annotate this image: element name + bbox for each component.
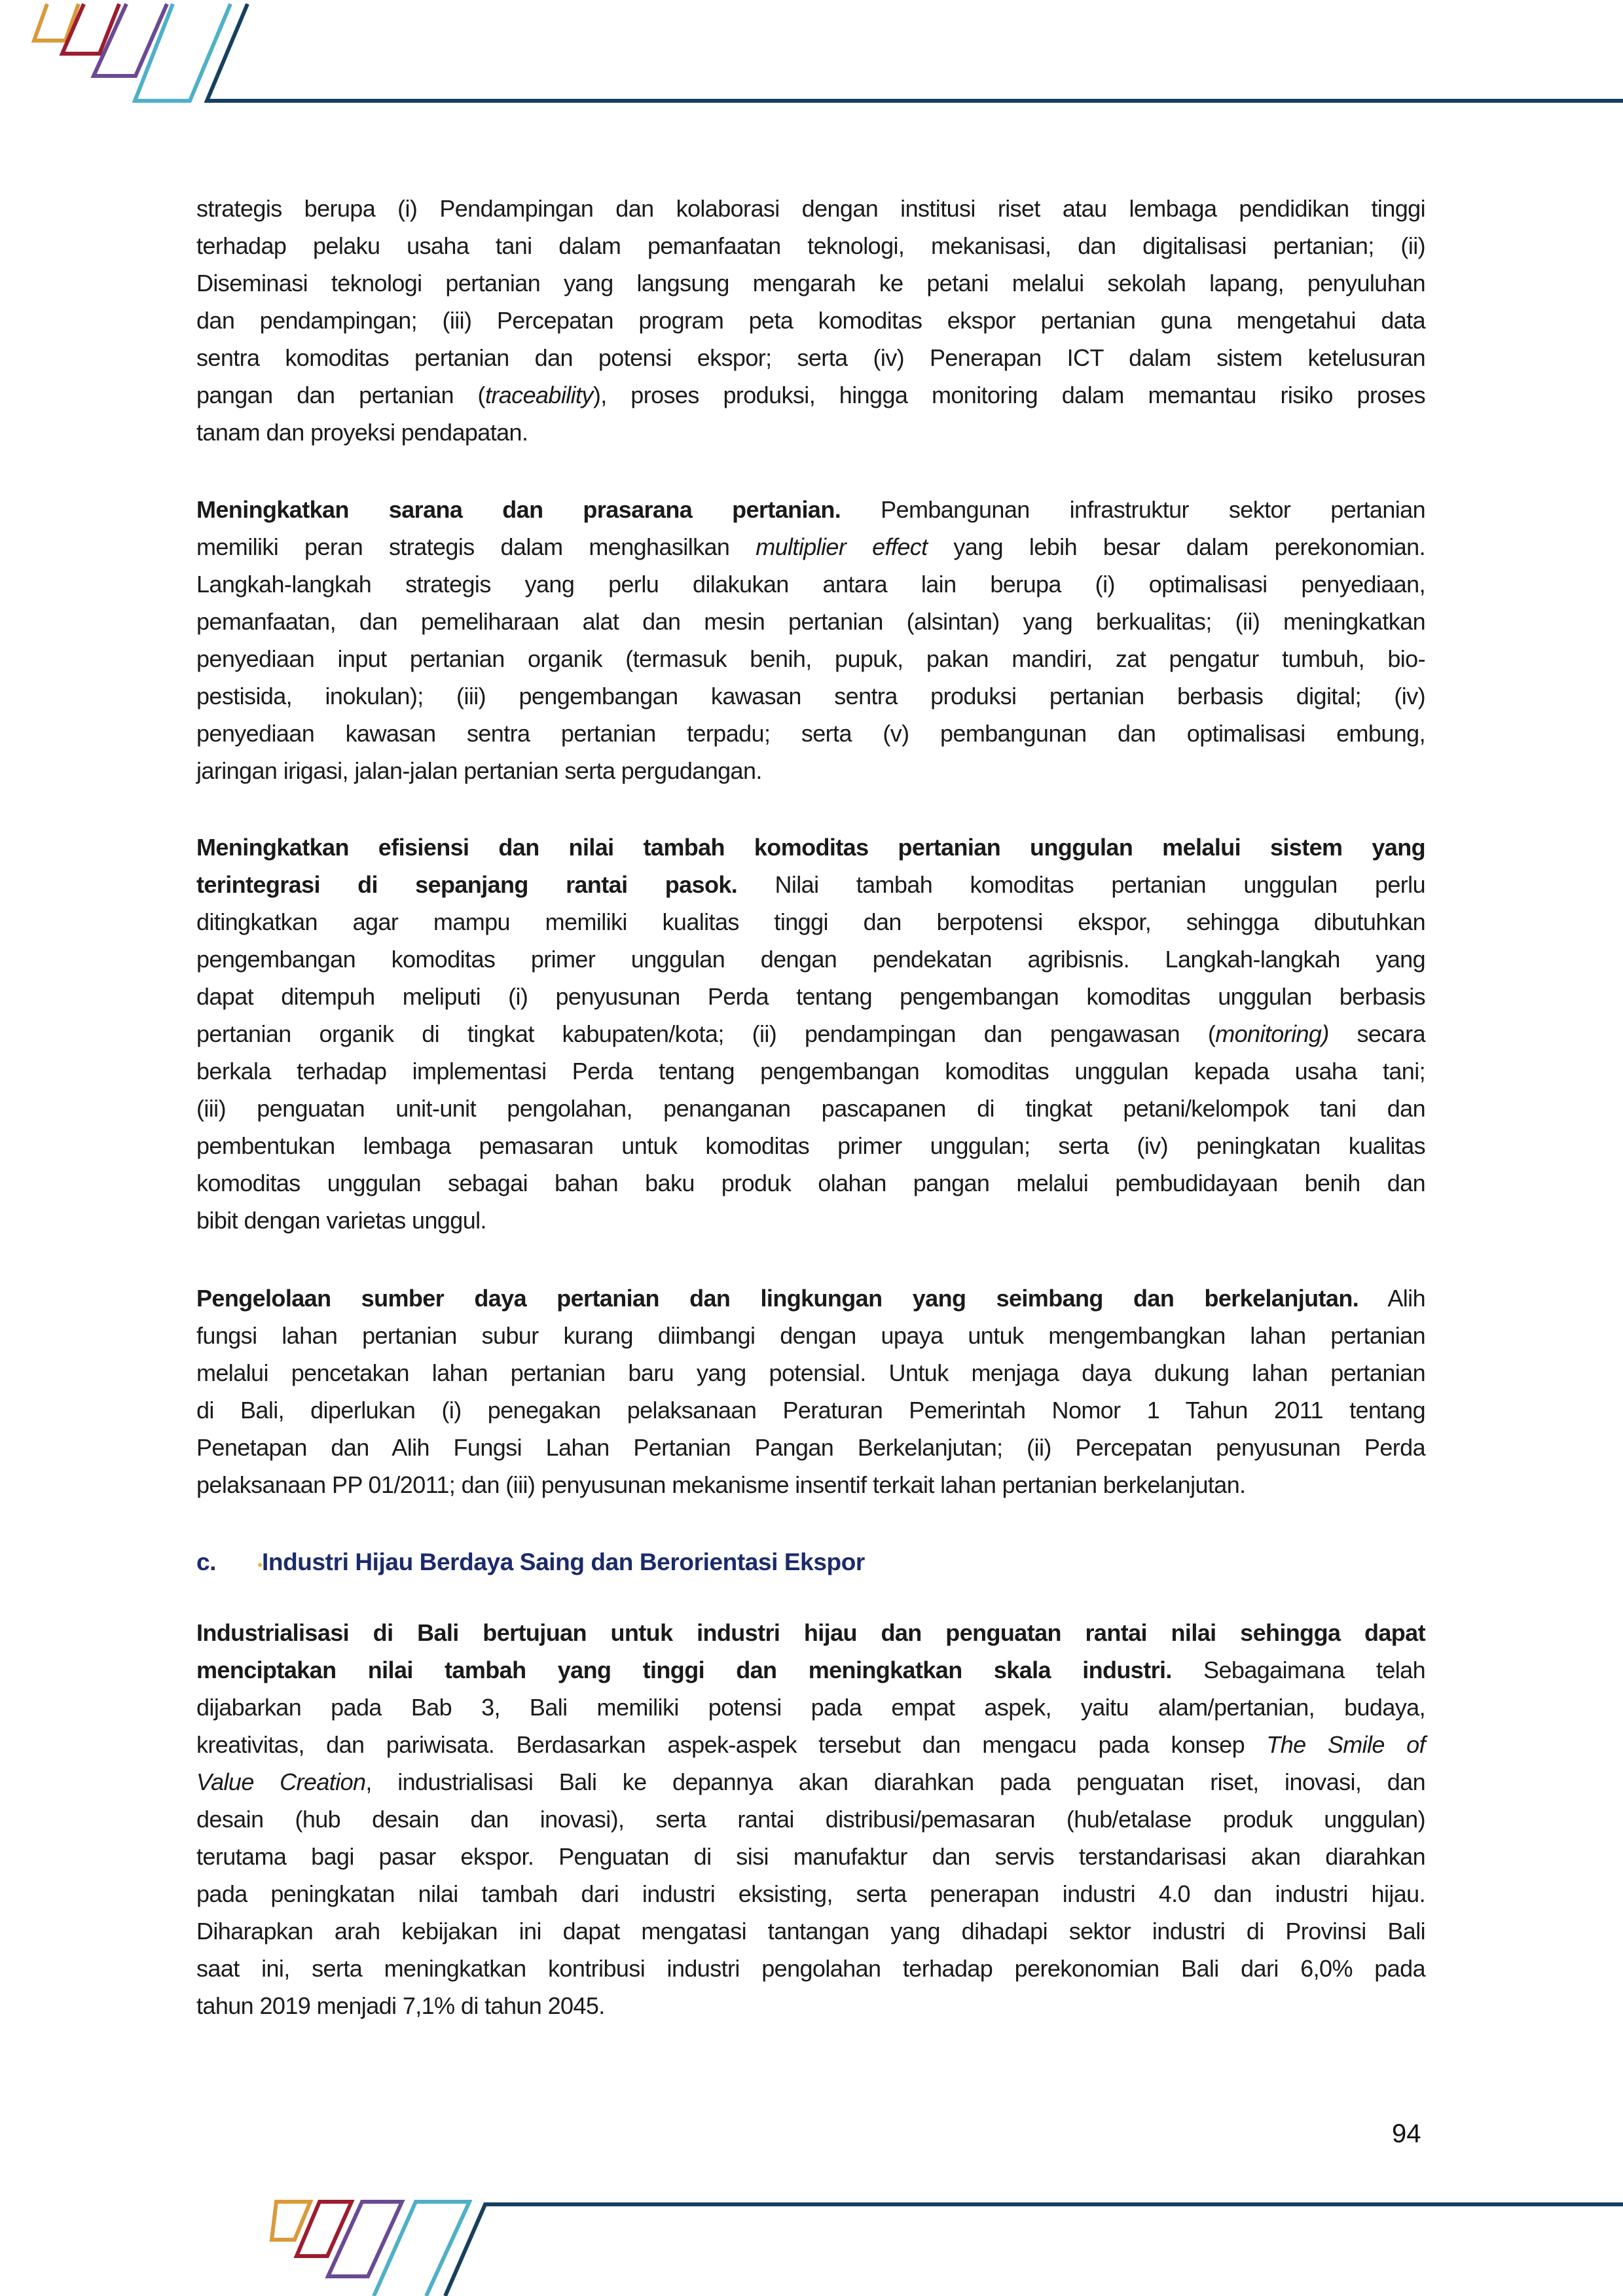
- text-line: [196, 1354, 1425, 1391]
- text-line: [196, 903, 1425, 941]
- body-text: ditingkatkan agar mampu memiliki kualitas tinggi dan berpotensi ekspor, sehingga dibutuhkan: [196, 908, 1425, 935]
- text-line: [196, 1052, 1425, 1090]
- paragraph-efisiensi-nilai-tambah: [196, 829, 1425, 1239]
- section-title: Industri Hijau Berdaya Saing dan Berorientasi Ekspor: [262, 1549, 865, 1575]
- text-line: [196, 1391, 1425, 1429]
- text-line: [196, 1651, 1425, 1689]
- footer-decoration: [0, 2193, 1623, 2296]
- body-text: berkala terhadap implementasi Perda tentang pengembangan komoditas unggulan kepada usaha tani;: [196, 1058, 1425, 1085]
- text-line: [196, 1838, 1425, 1875]
- text-line: [196, 1466, 1425, 1503]
- body-text: bibit dengan varietas unggul.: [196, 1207, 486, 1234]
- body-text: komoditas unggulan sebagai bahan baku produk olahan pangan melalui pembudidayaan benih dan: [196, 1170, 1425, 1196]
- body-text: fungsi lahan pertanian subur kurang diimbangi dengan upaya untuk mengembangkan lahan pertanian: [196, 1322, 1425, 1349]
- body-text: pengembangan komoditas primer unggulan dengan pendekatan agribisnis. Langkah-langkah yang: [196, 946, 1425, 973]
- body-text: melalui pencetakan lahan pertanian baru yang potensial. Untuk menjaga daya dukung lahan pertanian: [196, 1359, 1425, 1386]
- text-line: [196, 752, 1425, 789]
- bold-lead-text: menciptakan nilai tambah yang tinggi dan meningkatkan skala industri.: [196, 1657, 1172, 1683]
- body-text: Penetapan dan Alih Fungsi Lahan Pertanian Pangan Berkelanjutan; (ii) Percepatan penyusunan Perda: [196, 1434, 1425, 1461]
- text-line: [196, 1280, 1425, 1317]
- bold-lead-text: Industrialisasi di Bali bertujuan untuk industri hijau dan penguatan rantai nilai sehingga dapat: [196, 1619, 1425, 1646]
- body-text: secara: [1328, 1020, 1425, 1047]
- text-line: [196, 302, 1425, 339]
- body-text: pertanian organik di tingkat kabupaten/kota; (ii) pendampingan dan pengawasan (: [196, 1020, 1216, 1047]
- text-line: [196, 603, 1425, 640]
- body-text: tahun 2019 menjadi 7,1% di tahun 2045.: [196, 1992, 605, 2019]
- body-text: dijabarkan pada Bab 3, Bali memiliki potensi pada empat aspek, yaitu alam/pertanian, budaya,: [196, 1694, 1425, 1721]
- text-line: [196, 1015, 1425, 1052]
- body-text: pestisida, inokulan); (iii) pengembangan kawasan sentra produksi pertanian berbasis digital; (iv): [196, 683, 1425, 709]
- italic-term: monitoring): [1215, 1020, 1329, 1047]
- text-line: [196, 677, 1425, 715]
- text-line: [196, 414, 1425, 451]
- text-line: [196, 491, 1425, 528]
- text-line: [196, 565, 1425, 603]
- body-text: pembentukan lembaga pemasaran untuk komoditas primer unggulan; serta (iv) peningkatan kualitas: [196, 1132, 1425, 1159]
- text-line: [196, 1090, 1425, 1127]
- text-line: [196, 1875, 1425, 1912]
- text-line: [196, 376, 1425, 414]
- body-text: Diseminasi teknologi pertanian yang langsung mengarah ke petani melalui sekolah lapang, penyuluhan: [196, 270, 1425, 296]
- body-text: pada peningkatan nilai tambah dari industri eksisting, serta penerapan industri 4.0 dan industri hijau.: [196, 1880, 1425, 1907]
- body-text: jaringan irigasi, jalan-jalan pertanian serta pergudangan.: [196, 757, 762, 784]
- body-text: memiliki peran strategis dalam menghasilkan: [196, 533, 756, 560]
- italic-term: multiplier effect: [756, 533, 928, 560]
- text-line: [196, 190, 1425, 227]
- bold-lead-text: Pengelolaan sumber daya pertanian dan lingkungan yang seimbang dan berkelanjutan.: [196, 1285, 1359, 1312]
- text-line: [196, 339, 1425, 376]
- body-text: pelaksanaan PP 01/2011; dan (iii) penyusunan mekanisme insentif terkait lahan pertanian berkelanjutan.: [196, 1471, 1246, 1498]
- italic-term: The Smile of: [1266, 1731, 1425, 1758]
- bold-lead-text: Meningkatkan efisiensi dan nilai tambah komoditas pertanian unggulan melalui sistem yang: [196, 834, 1425, 861]
- body-text: tanam dan proyeksi pendapatan.: [196, 419, 528, 446]
- header-decoration: [0, 0, 1623, 111]
- text-line: [196, 1726, 1425, 1763]
- paragraph-industrialisasi: [196, 1614, 1425, 2024]
- body-text: Sebagaimana telah: [1171, 1657, 1425, 1683]
- header-stripes-icon: [0, 0, 1623, 111]
- text-line: [196, 866, 1425, 903]
- body-text: Langkah-langkah strategis yang perlu dilakukan antara lain berupa (i) optimalisasi penyediaan,: [196, 571, 1425, 598]
- body-text: terutama bagi pasar ekspor. Penguatan di sisi manufaktur dan servis terstandarisasi akan diarahkan: [196, 1843, 1425, 1870]
- body-text: yang lebih besar dalam perekonomian.: [927, 533, 1426, 560]
- section-label: c.: [196, 1549, 217, 1575]
- text-line: [196, 978, 1425, 1015]
- paragraph-pengelolaan-sumber-daya: [196, 1280, 1425, 1503]
- body-text: Pembangunan infrastruktur sektor pertanian: [841, 496, 1425, 523]
- bold-lead-text: Meningkatkan sarana dan prasarana pertanian.: [196, 496, 841, 523]
- italic-term: Value Creation: [196, 1768, 366, 1795]
- bold-lead-text: terintegrasi di sepanjang rantai pasok.: [196, 871, 738, 898]
- text-line: [196, 715, 1425, 752]
- text-line: [196, 1912, 1425, 1950]
- paragraph-sarana-prasarana: [196, 491, 1425, 789]
- text-line: [196, 1763, 1425, 1801]
- body-text: saat ini, serta meningkatkan kontribusi industri pengolahan terhadap perekonomian Bali dari 6,0% pada: [196, 1955, 1425, 1982]
- body-text: kreativitas, dan pariwisata. Berdasarkan aspek-aspek tersebut dan mengacu pada konsep: [196, 1731, 1267, 1758]
- body-text: penyediaan kawasan sentra pertanian terpadu; serta (v) pembangunan dan optimalisasi embung,: [196, 720, 1425, 747]
- body-text: , industrialisasi Bali ke depannya akan diarahkan pada penguatan riset, inovasi, dan: [365, 1768, 1425, 1795]
- text-line: [196, 1202, 1425, 1239]
- page-number: 94: [1392, 2119, 1421, 2148]
- body-text: strategis berupa (i) Pendampingan dan kolaborasi dengan institusi riset atau lembaga pendidikan tinggi: [196, 195, 1425, 222]
- body-text: dapat ditempuh meliputi (i) penyusunan Perda tentang pengembangan komoditas unggulan berbasis: [196, 983, 1425, 1010]
- text-line: [196, 941, 1425, 978]
- text-line: [196, 1317, 1425, 1354]
- text-line: [196, 1689, 1425, 1726]
- italic-term: traceability: [484, 382, 593, 408]
- text-line: [196, 528, 1425, 565]
- body-text: desain (hub desain dan inovasi), serta rantai distribusi/pemasaran (hub/etalase produk unggulan): [196, 1806, 1425, 1833]
- body-text: dan pendampingan; (iii) Percepatan program peta komoditas ekspor pertanian guna mengetahui data: [196, 307, 1425, 334]
- text-line: [196, 829, 1425, 866]
- body-text: Diharapkan arah kebijakan ini dapat mengatasi tantangan yang dihadapi sektor industri di Provinsi Bali: [196, 1918, 1425, 1945]
- text-line: [196, 1801, 1425, 1838]
- text-line: [196, 640, 1425, 677]
- body-text: penyediaan input pertanian organik (termasuk benih, pupuk, pakan mandiri, zat pengatur tumbuh, bio-: [196, 645, 1425, 672]
- text-line: [196, 1127, 1425, 1164]
- text-line: [196, 1950, 1425, 1987]
- paragraph-agri-tech: [196, 190, 1425, 451]
- body-text: Nilai tambah komoditas pertanian unggulan perlu: [737, 871, 1425, 898]
- body-text: (iii) penguatan unit-unit pengolahan, penanganan pascapanen di tingkat petani/kelompok tani dan: [196, 1095, 1425, 1122]
- body-text: pemanfaatan, dan pemeliharaan alat dan mesin pertanian (alsintan) yang berkualitas; (ii) meningkatkan: [196, 608, 1425, 635]
- body-text: terhadap pelaku usaha tani dalam pemanfaatan teknologi, mekanisasi, dan digitalisasi pertanian; (ii): [196, 232, 1425, 259]
- text-line: [196, 227, 1425, 264]
- body-text: pangan dan pertanian (: [196, 382, 485, 408]
- footer-stripes-icon: [0, 2193, 1623, 2296]
- text-line: [196, 1987, 1425, 2024]
- text-line: [196, 264, 1425, 302]
- text-line: [196, 1164, 1425, 1202]
- body-text: ), proses produksi, hingga monitoring dalam memantau risiko proses: [593, 382, 1425, 408]
- text-line: [196, 1614, 1425, 1651]
- body-text: sentra komoditas pertanian dan potensi ekspor; serta (iv) Penerapan ICT dalam sistem ketelusuran: [196, 344, 1425, 371]
- body-text: Alih: [1359, 1285, 1426, 1312]
- body-text: di Bali, diperlukan (i) penegakan pelaksanaan Peraturan Pemerintah Nomor 1 Tahun 2011 tentang: [196, 1397, 1425, 1424]
- text-line: [196, 1429, 1425, 1466]
